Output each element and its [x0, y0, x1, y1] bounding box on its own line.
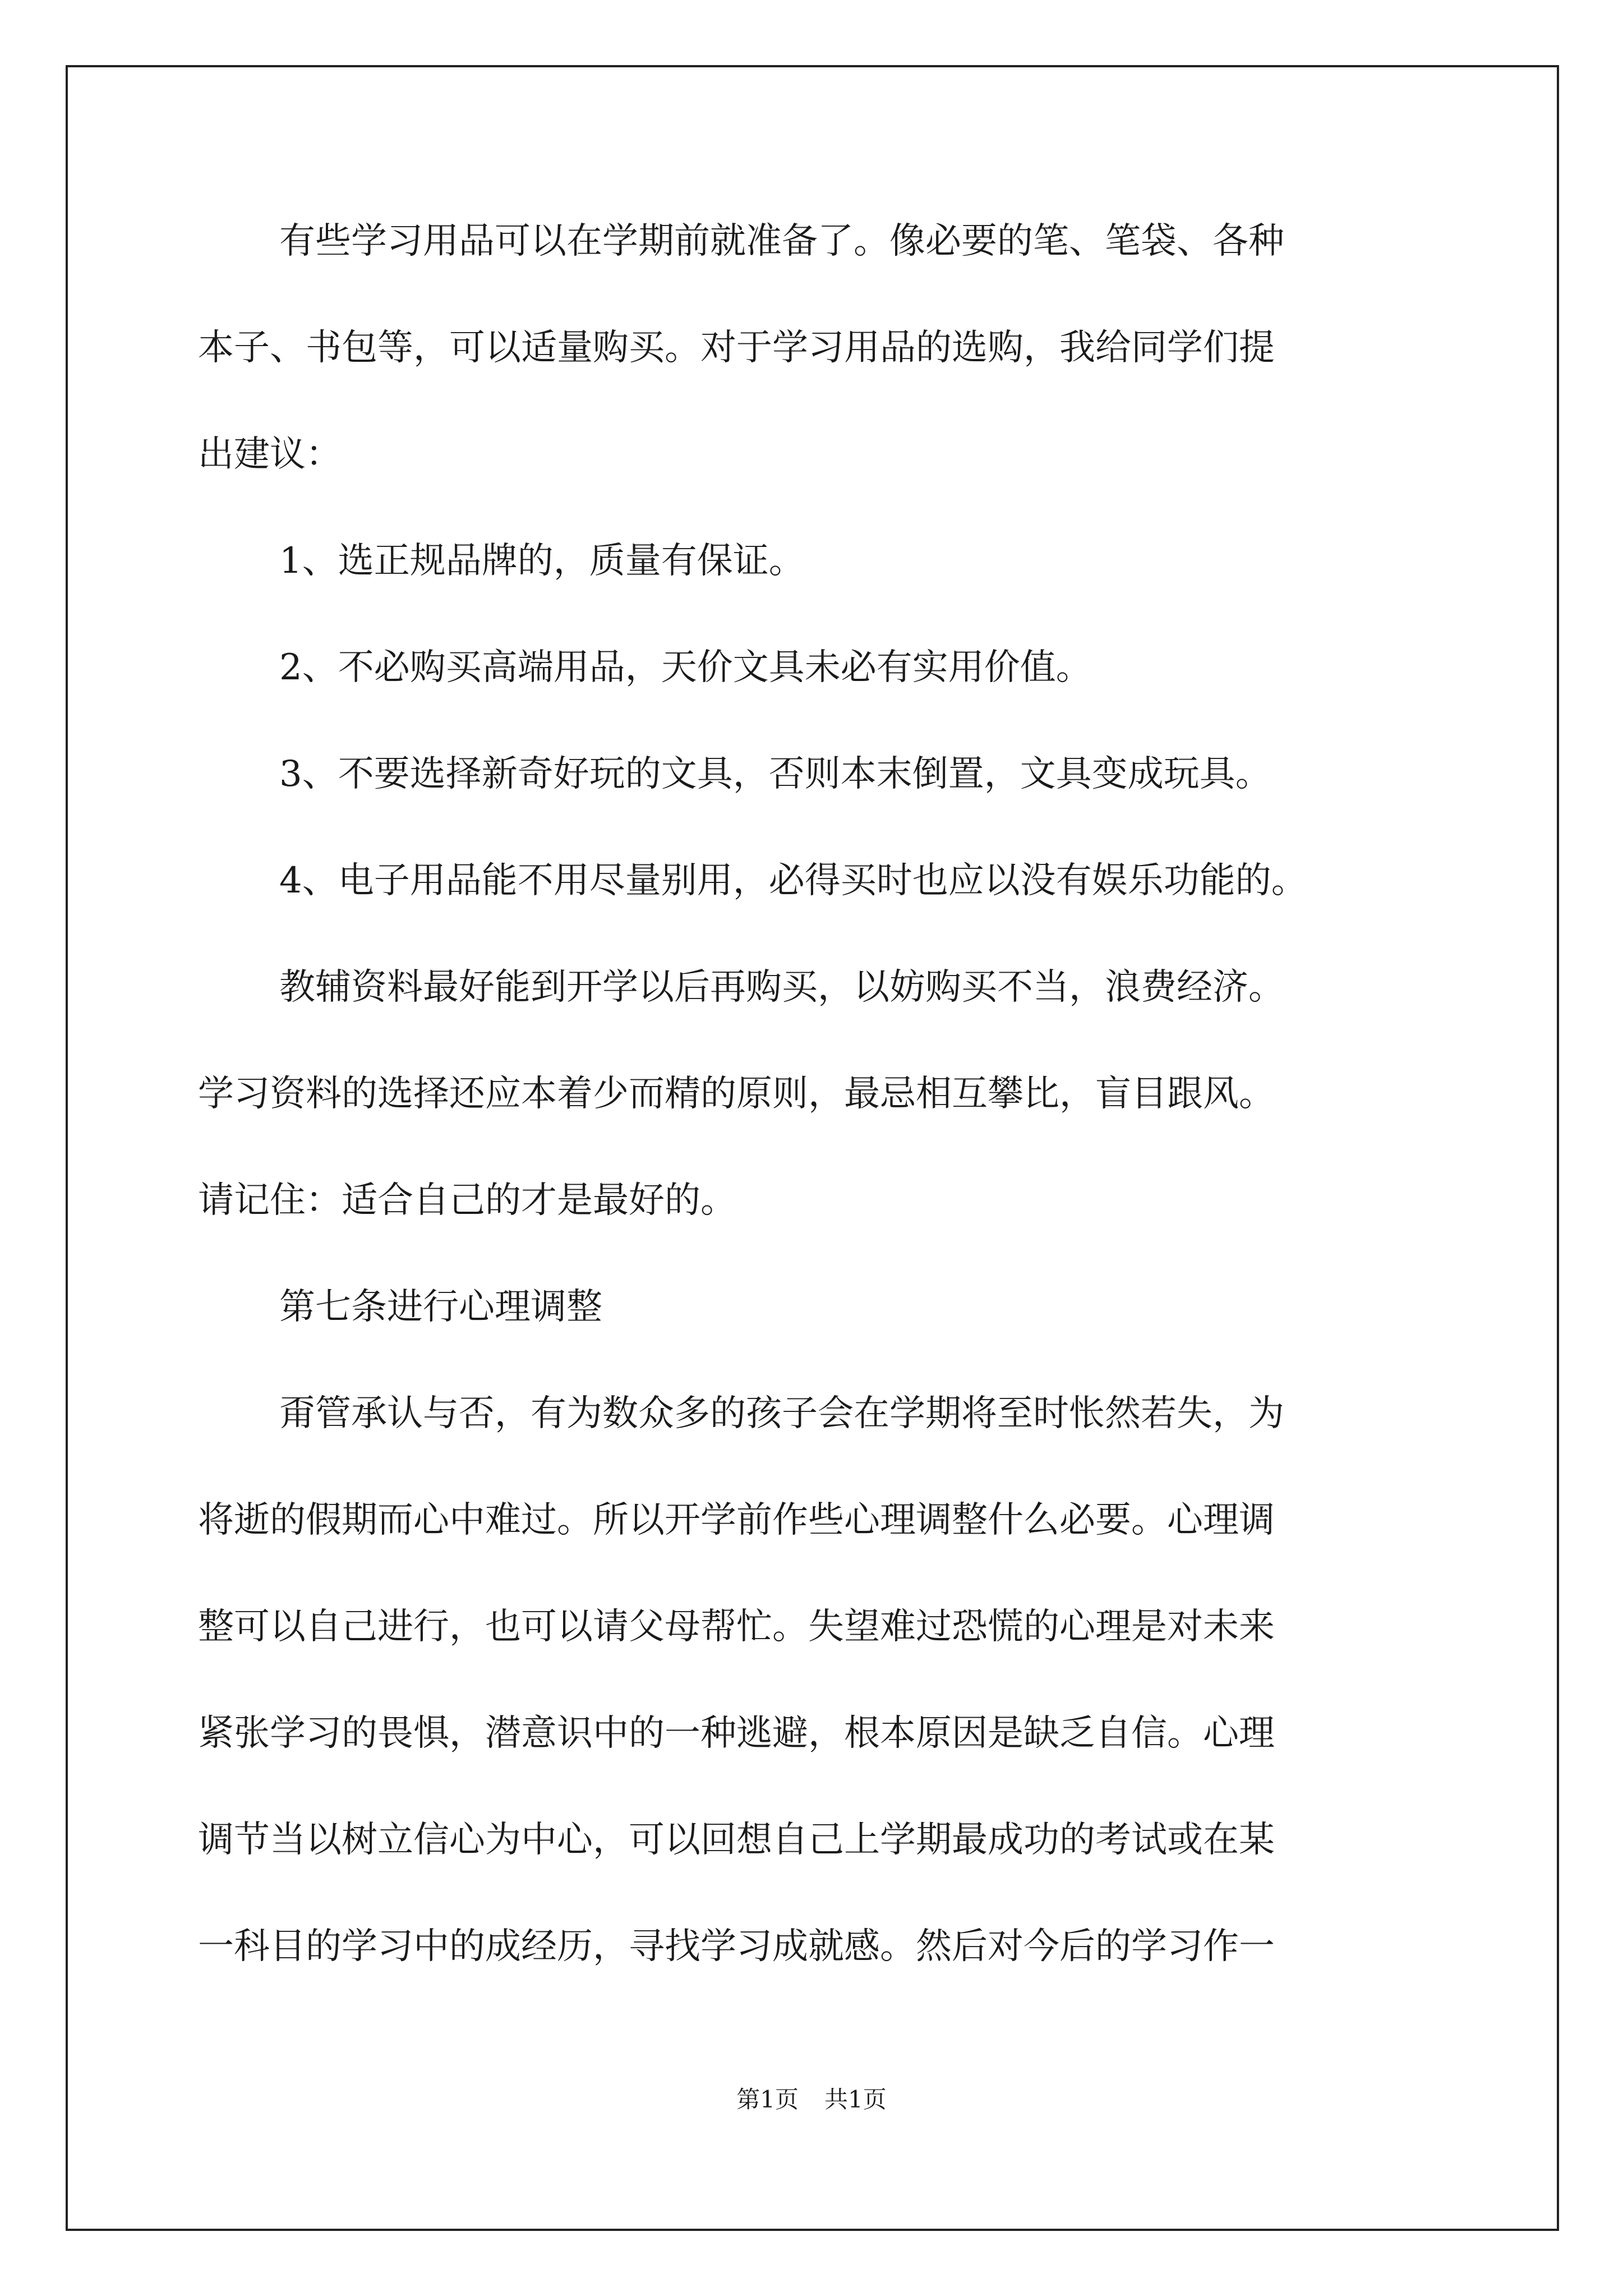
- text-line: 2、不必购买高端用品，天价文具未必有实用价值。: [279, 647, 1092, 688]
- text-line: 1、选正规品牌的，质量有保证。: [279, 540, 805, 582]
- text-line: 将逝的假期而心中难过。所以开学前作些心理调整什么必要。心理调: [198, 1499, 1275, 1541]
- page-border: [66, 65, 1559, 2231]
- text-line: 3、不要选择新奇好玩的文具，否则本末倒置，文具变成玩具。: [279, 753, 1271, 795]
- text-line: 本子、书包等，可以适量购买。对于学习用品的选购，我给同学们提: [198, 327, 1275, 369]
- text-line: 调节当以树立信心为中心，可以回想自己上学期最成功的考试或在某: [198, 1819, 1275, 1861]
- text-line: 整可以自己进行，也可以请父母帮忙。失望难过恐慌的心理是对未来: [198, 1606, 1275, 1648]
- text-line: 有些学习用品可以在学期前就准备了。像必要的笔、笔袋、各种: [279, 220, 1284, 262]
- page-total: 共1页: [824, 2086, 887, 2113]
- text-line: 出建议：: [198, 434, 342, 475]
- text-line: 请记住：适合自己的才是最好的。: [198, 1180, 736, 1221]
- text-line: 紧张学习的畏惧，潜意识中的一种逃避，根本原因是缺乏自信。心理: [198, 1713, 1275, 1754]
- text-line: 学习资料的选择还应本着少而精的原则，最忌相互攀比，盲目跟风。: [198, 1073, 1275, 1115]
- text-line: 教辅资料最好能到开学以后再购买，以妨购买不当，浪费经济。: [279, 967, 1284, 1008]
- text-line: 一科目的学习中的成经历，寻找学习成就感。然后对今后的学习作一: [198, 1926, 1275, 1967]
- text-line: 甭管承认与否，有为数众多的孩子会在学期将至时怅然若失，为: [279, 1393, 1284, 1434]
- section-heading: 第七条进行心理调整: [279, 1286, 602, 1328]
- page-number: 第1页: [736, 2086, 799, 2113]
- page-footer: [0, 2081, 1623, 2115]
- text-line: 4、电子用品能不用尽量别用，必得买时也应以没有娱乐功能的。: [279, 860, 1307, 901]
